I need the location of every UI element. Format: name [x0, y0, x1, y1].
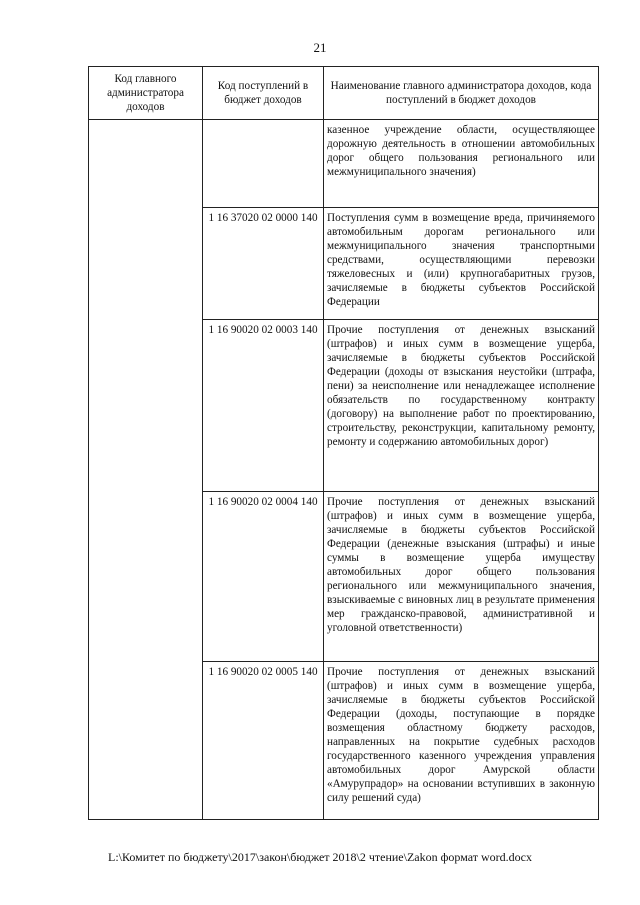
revenue-code-cell: 1 16 90020 02 0004 140 — [203, 492, 324, 662]
header-admin-code: Код главного администратора доходов — [89, 67, 203, 120]
revenue-code-cell — [203, 120, 324, 208]
table-header-row — [89, 67, 599, 120]
revenue-name-cell: Прочие поступления от денежных взысканий (штрафов) и иных сумм в возмещение ущерба, зачисляемые в бюджеты субъектов Российской Федерации (доходы, поступающие в порядке возмещения областному бюджету расходов, направленных на покрытие судебных расходов государственного казенного учреждения управления автомобильных дорог Амурской области «Амурупрадор» на основании вступивших в законную силу решений суда) — [324, 662, 599, 820]
revenue-name-cell: Поступления сумм в возмещение вреда, причиняемого автомобильным дорогам регионального или межмуниципального значения транспортными средствами, осуществляющими перевозки тяжеловесных и (или) крупногабаритных грузов, зачисляемые в бюджеты субъектов Российской Федерации — [324, 208, 599, 320]
header-admin-name: Наименование главного администратора доходов, кода поступлений в бюджет доходов — [324, 67, 599, 120]
revenue-codes-table — [88, 66, 599, 820]
revenue-code-cell: 1 16 90020 02 0005 140 — [203, 662, 324, 820]
admin-code-cell — [89, 120, 203, 820]
revenue-name-cell: казенное учреждение области, осуществляющее дорожную деятельность в отношении автомобильных дорог общего пользования регионального или межмуниципального значения) — [324, 120, 599, 208]
revenue-code-cell: 1 16 37020 02 0000 140 — [203, 208, 324, 320]
footer-file-path: L:\Комитет по бюджету\2017\закон\бюджет 2018\2 чтение\Zakon формат word.docx — [108, 850, 532, 864]
table-row — [89, 120, 599, 208]
header-revenue-code: Код поступлений в бюджет доходов — [203, 67, 324, 120]
revenue-code-cell: 1 16 90020 02 0003 140 — [203, 320, 324, 492]
page-number: 21 — [313, 40, 327, 55]
revenue-name-cell: Прочие поступления от денежных взысканий (штрафов) и иных сумм в возмещение ущерба, зачисляемые в бюджеты субъектов Российской Федерации (доходы от взыскания неустойки (штрафа, пени) за неисполнение или ненадлежащее исполнение обязательств по государственному контракту (договору) на выполнение работ по проектированию, строительству, реконструкции, капитальному ремонту, ремонту и содержанию автомобильных дорог) — [324, 320, 599, 492]
revenue-name-cell: Прочие поступления от денежных взысканий (штрафов) и иных сумм в возмещение ущерба, зачисляемые в бюджеты субъектов Российской Федерации (денежные взыскания (штрафы) и иные суммы в возмещение ущерба имуществу автомобильных дорог общего пользования регионального или межмуниципального значения, взыскиваемые с виновных лиц в результате применения мер гражданско-правовой, административной и уголовной ответственности) — [324, 492, 599, 662]
